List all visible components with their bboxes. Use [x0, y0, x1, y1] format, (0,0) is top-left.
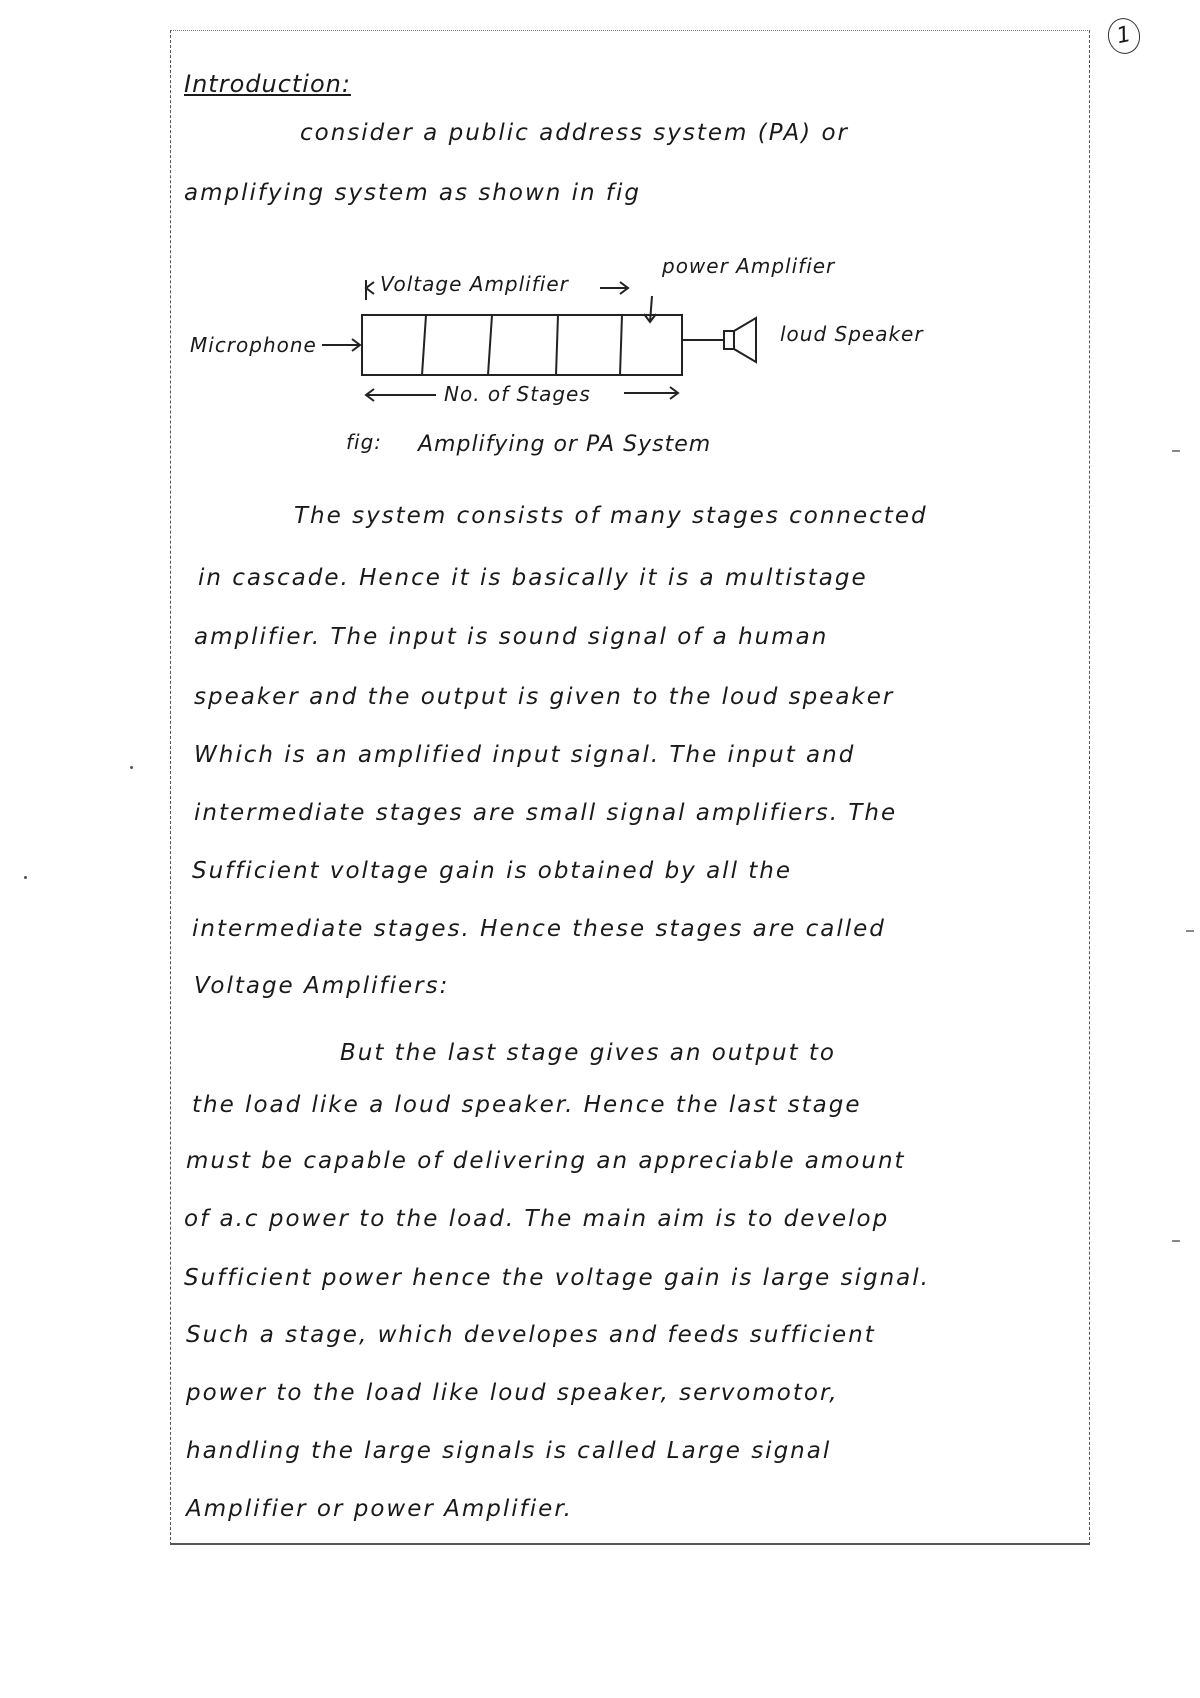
- margin-tick: [1186, 930, 1194, 932]
- paragraph-line: power to the load like loud speaker, servomotor,: [186, 1380, 839, 1406]
- stage-divider: [620, 315, 622, 375]
- voltage-amplifier-label: Voltage Amplifier: [380, 272, 569, 296]
- paragraph-line: handling the large signals is called Large signal: [186, 1438, 832, 1464]
- paragraph-line: intermediate stages are small signal amplifiers. The: [194, 800, 898, 826]
- margin-tick: [1172, 450, 1180, 452]
- figure-caption: Amplifying or PA System: [418, 432, 712, 457]
- microphone-label: Microphone: [190, 333, 317, 357]
- paragraph-line: amplifier. The input is sound signal of a human: [194, 624, 829, 650]
- paragraph-line: intermediate stages. Hence these stages are called: [192, 916, 886, 942]
- paragraph-line: must be capable of delivering an appreciable amount: [186, 1148, 906, 1174]
- page-number: 1: [1105, 15, 1144, 57]
- paragraph-line: Which is an amplified input signal. The input and: [194, 742, 856, 768]
- stage-divider: [422, 315, 426, 375]
- paragraph-line: Amplifier or power Amplifier.: [186, 1496, 573, 1522]
- paragraph-line: in cascade. Hence it is basically it is a multistage: [198, 565, 868, 591]
- section-heading: Introduction:: [184, 70, 351, 98]
- loud-speaker-label: loud Speaker: [780, 322, 924, 346]
- scan-speck: [24, 876, 27, 879]
- figure-caption-prefix: fig:: [346, 430, 383, 454]
- intro-line: consider a public address system (PA) or: [300, 120, 849, 146]
- scan-speck: [130, 766, 133, 769]
- paragraph-line: Sufficient power hence the voltage gain is large signal.: [184, 1265, 930, 1291]
- speaker-cone-icon: [734, 318, 756, 362]
- intro-line: amplifying system as shown in fig: [184, 180, 642, 206]
- stage-divider: [488, 315, 492, 375]
- paragraph-line: Voltage Amplifiers:: [194, 973, 450, 999]
- paragraph-line: Such a stage, which developes and feeds sufficient: [186, 1322, 876, 1348]
- paragraph-line: the load like a loud speaker. Hence the last stage: [192, 1092, 862, 1118]
- no-of-stages-label: No. of Stages: [444, 382, 591, 406]
- arrow-head: [366, 282, 374, 294]
- power-amplifier-label: power Amplifier: [662, 254, 836, 278]
- paragraph-line: speaker and the output is given to the loud speaker: [194, 684, 895, 710]
- paragraph-line: of a.c power to the load. The main aim is to develop: [184, 1206, 890, 1232]
- paragraph-line: Sufficient voltage gain is obtained by all the: [192, 858, 793, 884]
- paragraph-line: But the last stage gives an output to: [340, 1040, 836, 1066]
- stage-divider: [556, 315, 558, 375]
- stages-block: [362, 315, 682, 375]
- speaker-icon: [724, 331, 734, 349]
- paragraph-line: The system consists of many stages connected: [294, 503, 928, 529]
- margin-tick: [1172, 1240, 1180, 1242]
